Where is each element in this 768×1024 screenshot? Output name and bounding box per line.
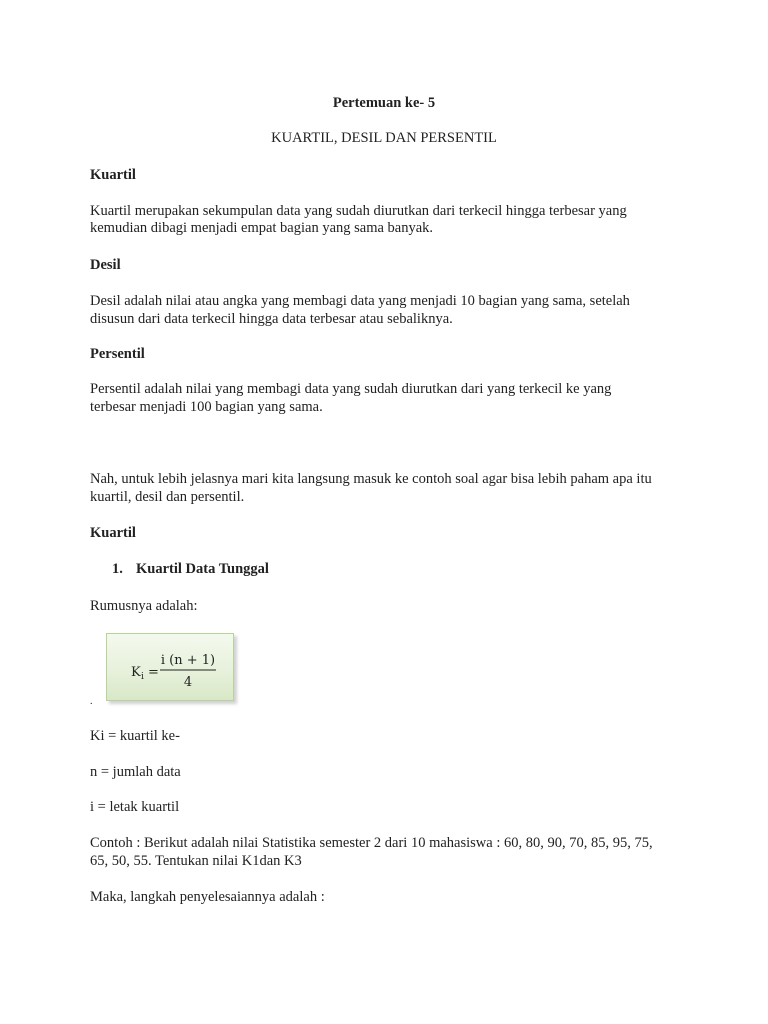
kuartil-text-line-1: Kuartil merupakan sekumpulan data yang sudah diurutkan dari terkecil hingga terbesar yang	[90, 203, 627, 219]
kuartil-heading: Kuartil	[90, 167, 136, 183]
meeting-title: Pertemuan ke- 5	[332, 95, 436, 111]
intro-text-line-1: Nah, untuk lebih jelasnya mari kita langsung masuk ke contoh soal agar bisa lebih paham apa itu	[90, 471, 652, 487]
desil-heading: Desil	[90, 257, 121, 273]
definition-n: n = jumlah data	[90, 764, 181, 780]
steps-text: Maka, langkah penyelesaiannya adalah :	[90, 889, 325, 905]
formula-equals: =	[148, 665, 159, 680]
desil-text-line-1: Desil adalah nilai atau angka yang membagi data yang menjadi 10 bagian yang sama, setelah	[90, 293, 630, 309]
kuartil-text-line-2: kemudian dibagi menjadi empat bagian yang sama banyak.	[90, 220, 434, 236]
example-line-2: 65, 50, 55. Tentukan nilai K1dan K3	[90, 853, 302, 869]
formula-lhs: K	[131, 665, 141, 680]
intro-text-line-2: kuartil, desil dan persentil.	[90, 489, 245, 505]
persentil-text-line-2: terbesar menjadi 100 bagian yang sama.	[90, 399, 323, 415]
persentil-text-line-1: Persentil adalah nilai yang membagi data yang sudah diurutkan dari yang terkecil ke yang	[90, 381, 612, 397]
stray-dot: .	[90, 696, 93, 707]
kuartil-section-heading: Kuartil	[90, 525, 136, 541]
list-number: 1.	[112, 561, 123, 577]
formula-lhs-subscript: i	[141, 672, 144, 682]
list-item-kuartil-data-tunggal: Kuartil Data Tunggal	[136, 561, 269, 577]
persentil-heading: Persentil	[90, 346, 145, 362]
desil-text-line-2: disusun dari data terkecil hingga data terbesar atau sebaliknya.	[90, 311, 453, 327]
definition-ki: Ki = kuartil ke-	[90, 728, 180, 744]
example-line-1: Contoh : Berikut adalah nilai Statistika semester 2 dari 10 mahasiswa : 60, 80, 90, 70, 85, 95, 75,	[90, 835, 653, 851]
formula-numerator: i (n + 1)	[160, 653, 216, 668]
quartile-formula	[107, 634, 233, 700]
formula-box	[106, 633, 234, 701]
formula-intro: Rumusnya adalah:	[90, 598, 198, 614]
formula-denominator: 4	[183, 675, 193, 690]
main-title: KUARTIL, DESIL DAN PERSENTIL	[271, 130, 497, 146]
definition-i: i = letak kuartil	[90, 799, 180, 815]
